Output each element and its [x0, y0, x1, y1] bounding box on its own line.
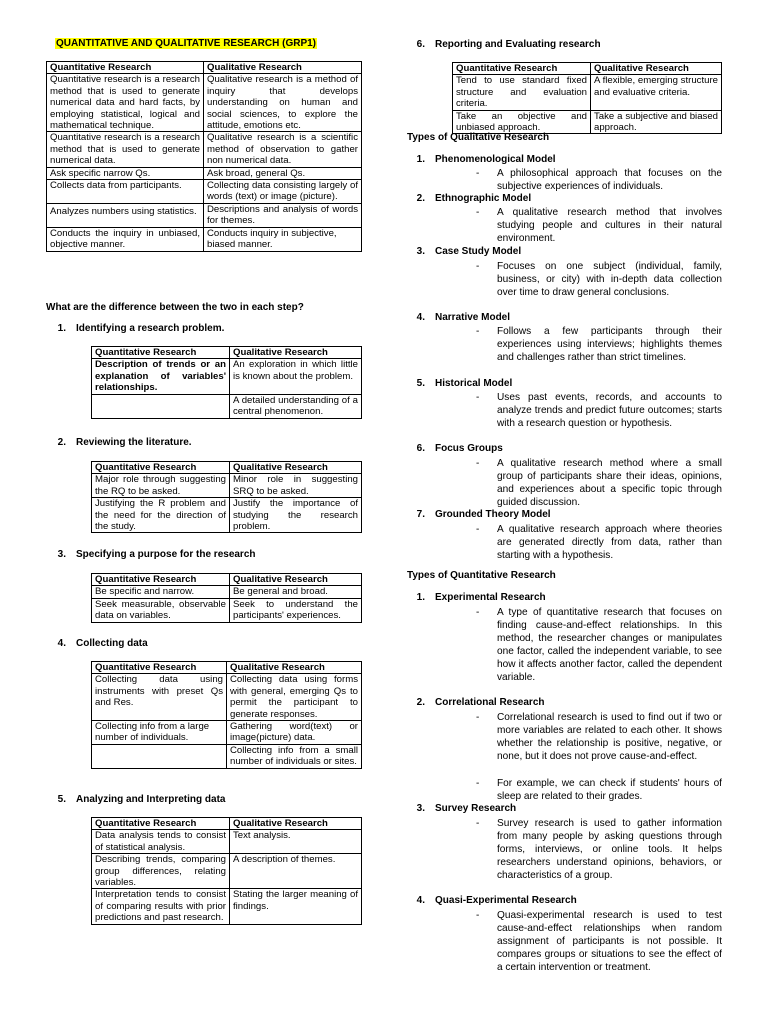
table-cell: Stating the larger meaning of findings.: [230, 889, 362, 924]
step-table-3: [91, 573, 362, 623]
qualitative-types-heading: Types of Qualitative Research: [407, 132, 550, 143]
table-cell: Collecting info from a small number of individuals or sites.: [227, 744, 362, 768]
main-comparison-table: [46, 61, 362, 252]
dash-bullet: -: [476, 778, 480, 789]
step-table-4: [91, 661, 362, 769]
header-quantitative: Quantitative Research: [453, 63, 591, 75]
table-cell: Seek measurable, observable data on variables.: [92, 598, 230, 622]
table-cell: Conducts inquiry in subjective, biased manner.: [204, 227, 362, 251]
step-heading-5: 5. Analyzing and Interpreting data: [57, 794, 226, 805]
table-cell: Justifying the R problem and the need for the direction of the study.: [92, 498, 230, 533]
quan-type-2: 2. Correlational Research: [416, 697, 545, 708]
quan-type-3-description: Survey research is used to gather information from many people by asking questions through forms, interviews, or online tools. It helps researchers understand opinions, behaviors, or characteristics of a group.: [497, 818, 722, 882]
quan-type-4-description: Quasi-experimental research is used to test cause-and-effect relationships when random assignment of participants is not possible. It compares groups or situations to see the effect of a certain intervention or treatment.: [497, 910, 722, 974]
step-heading-6: 6. Reporting and Evaluating research: [416, 39, 601, 50]
table-cell: Collects data from participants.: [47, 180, 204, 204]
table-cell: A description of themes.: [230, 854, 362, 889]
qual-type-3-description: Focuses on one subject (individual, family, business, or city) with in-depth data collection over time to draw general conclusions.: [497, 261, 722, 299]
table-cell: Justify the importance of studying the research problem.: [230, 498, 362, 533]
table-row: [92, 359, 362, 394]
table-cell: Seek to understand the participants' experiences.: [230, 598, 362, 622]
table-row: [92, 474, 362, 498]
table-row: [92, 394, 362, 418]
table-cell: Data analysis tends to consist of statistical analysis.: [92, 830, 230, 854]
table-cell: Collecting data consisting largely of words (text) or image (picture).: [204, 180, 362, 204]
header-quantitative: Quantitative Research: [92, 818, 230, 830]
quan-type-3: 3. Survey Research: [416, 803, 517, 814]
dash-bullet: -: [476, 607, 480, 618]
dash-bullet: -: [476, 458, 480, 469]
table-row: [92, 854, 362, 889]
qual-type-4-description: Follows a few participants through their experiences using interviews; highlights themes and challenges rather than strict timelines.: [497, 326, 722, 364]
header-quantitative: Quantitative Research: [92, 347, 230, 359]
table-cell: Collecting data using forms with general, emerging Qs to permit the participant to generate responses.: [227, 674, 362, 721]
header-qualitative: Qualitative Research: [227, 662, 362, 674]
qual-type-7-description: A qualitative research approach where theories are generated directly from data, rather than starting with a hypothesis.: [497, 524, 722, 562]
table-cell: Ask broad, general Qs.: [204, 167, 362, 179]
header-qualitative: Qualitative Research: [204, 62, 362, 74]
table-row: [92, 889, 362, 924]
quan-type-2-example: For example, we can check if students' hours of sleep are related to their grades.: [497, 778, 722, 803]
table-row: [92, 674, 362, 721]
qual-type-3: 3. Case Study Model: [416, 246, 522, 257]
header-qualitative: Qualitative Research: [230, 462, 362, 474]
table-cell: Collecting data using instruments with preset Qs and Res.: [92, 674, 227, 721]
step-heading-2: 2. Reviewing the literature.: [57, 437, 192, 448]
step-heading-3: 3. Specifying a purpose for the research: [57, 549, 256, 560]
table-row: [47, 203, 362, 227]
quan-type-4: 4. Quasi-Experimental Research: [416, 895, 577, 906]
quan-type-1-description: A type of quantitative research that focuses on finding cause-and-effect relationships. In this method, the researcher changes or manipulates one factor, called the independent variable, to see how it affects another factor, called the dependent variable.: [497, 607, 722, 684]
table-row: [92, 498, 362, 533]
header-qualitative: Qualitative Research: [591, 63, 722, 75]
table-row: [92, 830, 362, 854]
table-cell: Take a subjective and biased approach.: [591, 110, 722, 134]
table-cell: [92, 744, 227, 768]
step-table-2: [91, 461, 362, 533]
qual-type-6: 6. Focus Groups: [416, 443, 503, 454]
qual-type-4: 4. Narrative Model: [416, 312, 511, 323]
table-cell: Qualitative research is a scientific method of observation to gather non numerical data.: [204, 132, 362, 167]
step-heading-1: 1. Identifying a research problem.: [57, 323, 225, 334]
table-cell: Major role through suggesting the RQ to be asked.: [92, 474, 230, 498]
table-cell: Descriptions and analysis of words for themes.: [204, 203, 362, 227]
header-quantitative: Quantitative Research: [92, 574, 230, 586]
table-cell: Take an objective and unbiased approach.: [453, 110, 591, 134]
table-row: [92, 744, 362, 768]
dash-bullet: -: [476, 712, 480, 723]
document-title: QUANTITATIVE AND QUALITATIVE RESEARCH (GRP1): [56, 38, 316, 49]
table-row: [47, 74, 362, 132]
qual-type-5: 5. Historical Model: [416, 378, 513, 389]
table-cell: Analyzes numbers using statistics.: [47, 203, 204, 227]
dash-bullet: -: [476, 524, 480, 535]
table-cell: Describing trends, comparing group differences, relating variables.: [92, 854, 230, 889]
table-cell: Minor role in suggesting SRQ to be asked.: [230, 474, 362, 498]
qual-type-1-description: A philosophical approach that focuses on the subjective experiences of individuals.: [497, 168, 722, 193]
dash-bullet: -: [476, 207, 480, 218]
table-cell: Tend to use standard fixed structure and evaluation criteria.: [453, 75, 591, 110]
qual-type-1: 1. Phenomenological Model: [416, 154, 556, 165]
table-header-row: [47, 62, 362, 74]
table-cell: Conducts the inquiry in unbiased, objective manner.: [47, 227, 204, 251]
table-cell: Be specific and narrow.: [92, 586, 230, 598]
table-cell: Gathering word(text) or image(picture) data.: [227, 721, 362, 745]
step-table-6: [452, 62, 722, 134]
dash-bullet: -: [476, 168, 480, 179]
table-cell: Text analysis.: [230, 830, 362, 854]
qual-type-2-description: A qualitative research method that involves studying people and cultures in their natural environment.: [497, 207, 722, 245]
step-table-5: [91, 817, 362, 925]
qual-type-5-description: Uses past events, records, and accounts to analyze trends and predict future outcomes; starts with a research question or hypothesis.: [497, 392, 722, 430]
dash-bullet: -: [476, 326, 480, 337]
table-row: [453, 75, 722, 110]
table-row: [47, 227, 362, 251]
table-cell: Interpretation tends to consist of comparing results with prior predictions and past research.: [92, 889, 230, 924]
header-qualitative: Qualitative Research: [230, 818, 362, 830]
header-quantitative: Quantitative Research: [92, 662, 227, 674]
header-qualitative: Qualitative Research: [230, 574, 362, 586]
dash-bullet: -: [476, 261, 480, 272]
table-row: [92, 598, 362, 622]
header-qualitative: Qualitative Research: [230, 347, 362, 359]
header-quantitative: Quantitative Research: [92, 462, 230, 474]
table-cell: A flexible, emerging structure and evaluative criteria.: [591, 75, 722, 110]
table-cell: Ask specific narrow Qs.: [47, 167, 204, 179]
table-row: [92, 586, 362, 598]
table-row: [92, 721, 362, 745]
table-cell: Collecting info from a large number of individuals.: [92, 721, 227, 745]
table-cell: An exploration in which little is known about the problem.: [230, 359, 362, 394]
table-cell: Qualitative research is a method of inquiry that develops understanding on human and social sciences, to explore the attitude, emotions etc.: [204, 74, 362, 132]
step-heading-4: 4. Collecting data: [57, 638, 148, 649]
qual-type-6-description: A qualitative research method where a small group of participants share their ideas, opinions, and experiences about a specific topic through guided discussion.: [497, 458, 722, 509]
step-table-1: [91, 346, 362, 419]
table-cell: [92, 394, 230, 418]
steps-question: What are the difference between the two in each step?: [46, 302, 304, 313]
dash-bullet: -: [476, 392, 480, 403]
table-row: [453, 110, 722, 134]
table-cell: Quantitative research is a research method that is used to generate numerical data and hard facts, by employing statistical, logical and mathematical technique.: [47, 74, 204, 132]
table-cell: Be general and broad.: [230, 586, 362, 598]
dash-bullet: -: [476, 818, 480, 829]
qual-type-7: 7. Grounded Theory Model: [416, 509, 551, 520]
table-row: [47, 167, 362, 179]
table-row: [47, 132, 362, 167]
table-row: [47, 180, 362, 204]
quan-type-1: 1. Experimental Research: [416, 592, 546, 603]
dash-bullet: -: [476, 910, 480, 921]
quantitative-types-heading: Types of Quantitative Research: [407, 570, 556, 581]
quan-type-2-description: Correlational research is used to find out if two or more variables are related to each other. It shows whether the relationship is positive, negative, or none, but it does not prove cause-and-effect.: [497, 712, 722, 763]
table-cell: A detailed understanding of a central phenomenon.: [230, 394, 362, 418]
table-cell: Description of trends or an explanation of variables' relationships.: [92, 359, 230, 394]
table-cell: Quantitative research is a research method that is used to generate numerical data.: [47, 132, 204, 167]
qual-type-2: 2. Ethnographic Model: [416, 193, 532, 204]
header-quantitative: Quantitative Research: [47, 62, 204, 74]
